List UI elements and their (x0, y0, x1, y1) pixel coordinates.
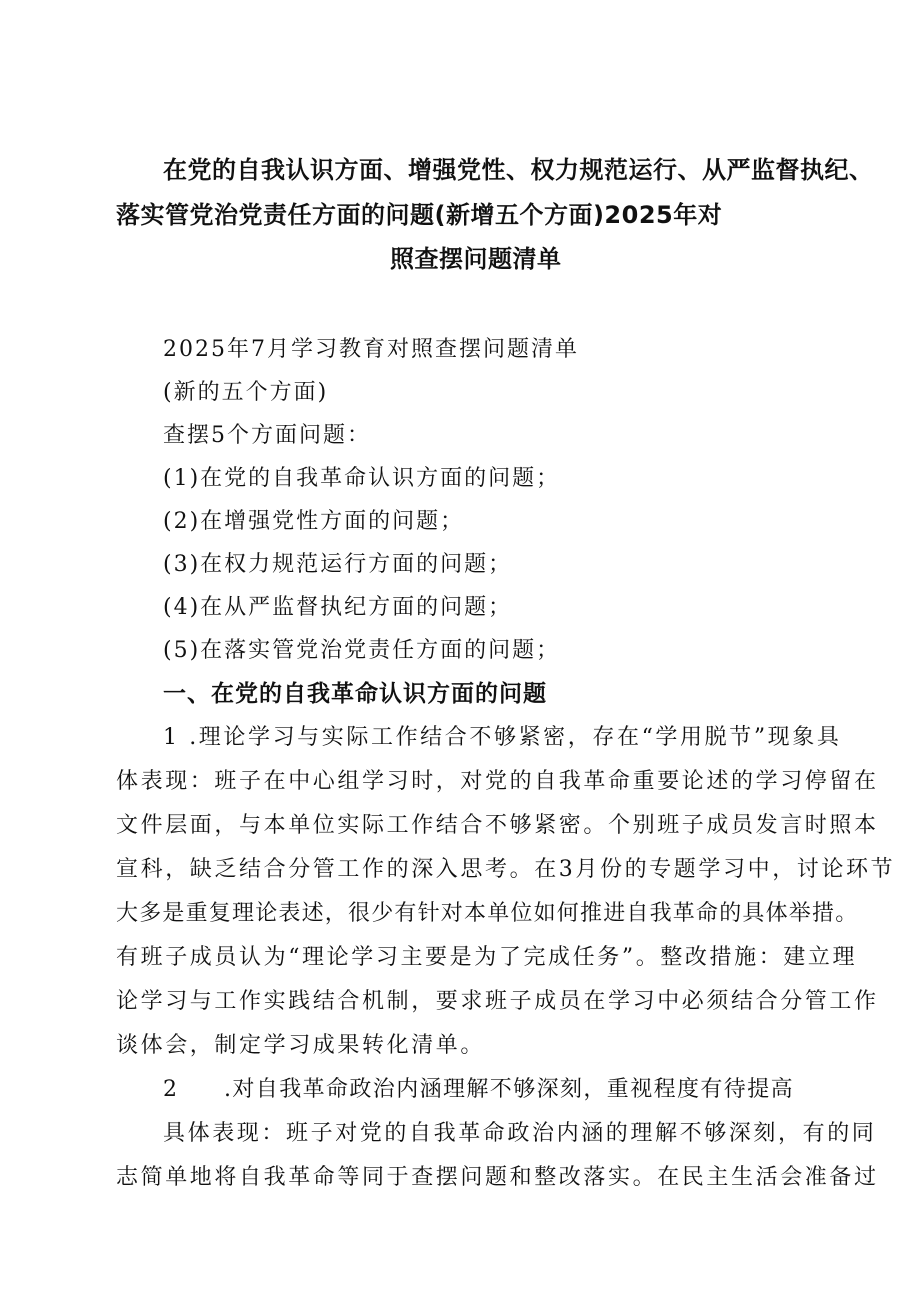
item-2-line-2: 志简单地将自我革命等同于查摆问题和整改落实。在民主生活会准备过 (116, 1165, 879, 1190)
item-1-line-2: 体表现：班子在中心组学习时，对党的自我革命重要论述的学习停留在 (116, 769, 879, 794)
subtitle-note: (新的五个方面) (163, 380, 329, 405)
item-2-line-1: 具体表现：班子对党的自我革命政治内涵的理解不够深刻，有的同 (163, 1121, 877, 1146)
item-1-line-3: 文件层面，与本单位实际工作结合不够紧密。个别班子成员发言时照本 (116, 813, 879, 838)
item-1-line-1: 1 .理论学习与实际工作结合不够紧密，存在“学用脱节”现象具 (163, 725, 842, 750)
aspect-item-4: (4)在从严监督执纪方面的问题； (163, 595, 513, 620)
item-1-line-8: 谈体会，制定学习成果转化清单。 (116, 1033, 486, 1058)
aspect-item-3: (3)在权力规范运行方面的问题； (163, 552, 513, 577)
aspect-item-1: (1)在党的自我革命认识方面的问题； (163, 466, 561, 491)
item-2-heading: .对自我革命政治内涵理解不够深刻，重视程度有待提高 (224, 1077, 794, 1102)
aspect-item-5: (5)在落实管党治党责任方面的问题； (163, 638, 561, 663)
subtitle: 2025年7月学习教育对照查摆问题清单 (163, 337, 579, 362)
section-1-heading: 一、在党的自我革命认识方面的问题 (163, 681, 547, 707)
item-1-line-4: 宣科，缺乏结合分管工作的深入思考。在3月份的专题学习中，讨论环节 (116, 857, 896, 882)
aspect-item-2: (2)在增强党性方面的问题； (163, 509, 465, 534)
item-1-line-5: 大多是重复理论表述，很少有针对本单位如何推进自我革命的具体举措。 (116, 901, 859, 926)
document-title-line-1: 在党的自我认识方面、增强党性、权力规范运行、从严监督执纪、 (163, 156, 874, 184)
aspects-lead: 查摆5个方面问题： (163, 423, 371, 448)
document-title-line-2: 落实管党治党责任方面的问题(新增五个方面)2025年对 (116, 201, 723, 229)
document-title-line-3: 照查摆问题清单 (390, 245, 562, 273)
item-2-number: 2 (163, 1077, 179, 1102)
item-1-line-6: 有班子成员认为“理论学习主要是为了完成任务”。整改措施：建立理 (116, 945, 858, 970)
item-1-line-7: 论学习与工作实践结合机制，要求班子成员在学习中必须结合分管工作 (116, 989, 879, 1014)
